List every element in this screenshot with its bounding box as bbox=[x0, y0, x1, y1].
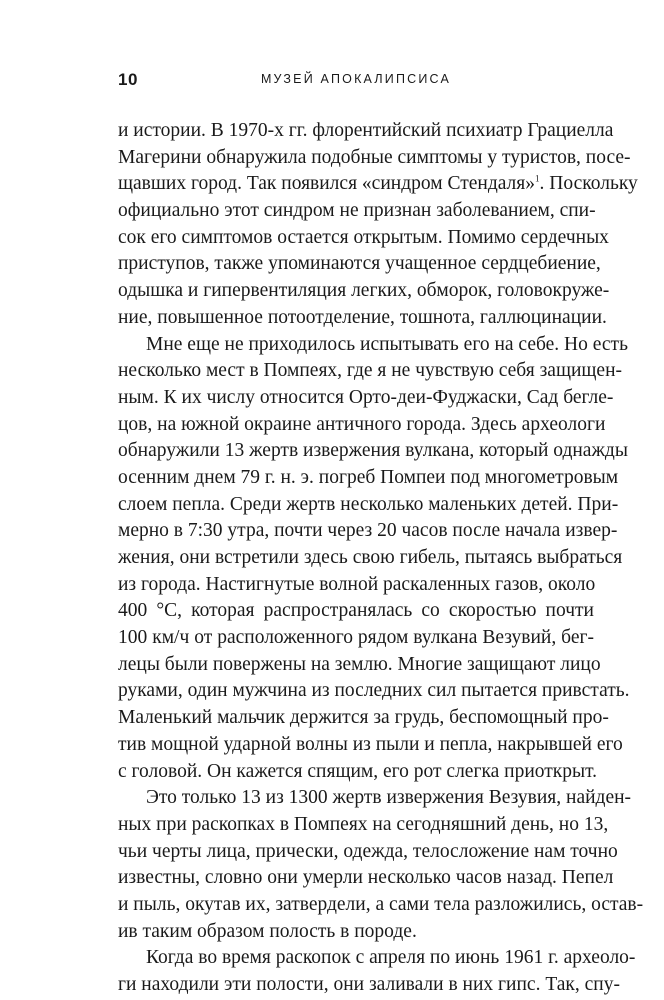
text-line: обнаружили 13 жертв извержения вулкана, который однажды bbox=[118, 440, 628, 462]
text-line: с головой. Он кажется спящим, его рот слегка приоткрыт. bbox=[118, 760, 598, 782]
text-line: ние, повышенное потоотделение, тошнота, галлюцинации. bbox=[118, 306, 607, 328]
text-line: ным. К их числу относится Орто-деи-Фуджаски, Сад беглe- bbox=[118, 386, 614, 408]
running-head bbox=[118, 70, 594, 96]
text-line: 400 °С, которая распространялась со скоростью почти bbox=[118, 600, 594, 622]
text-line: Мне еще не приходилось испытывать его на себе. Но есть bbox=[146, 333, 628, 355]
text-line: Маленький мальчик держится за грудь, беспомощный про- bbox=[118, 707, 609, 729]
page-number: 10 bbox=[118, 70, 138, 89]
text-fragment: щавших город. Так появился «синдром Стендаля» bbox=[118, 173, 536, 195]
text-line: осенним днем 79 г. н. э. погреб Помпеи под многометровым bbox=[118, 466, 619, 488]
text-line: ги находили эти полости, они заливали в них гипс. Так, спу- bbox=[118, 974, 620, 995]
text-line: одышка и гипервентиляция легких, обморок, головокруже- bbox=[118, 280, 610, 302]
text-line: из города. Настигнутые волной раскаленных газов, около bbox=[118, 573, 596, 595]
text-line: мерно в 7:30 утра, почти через 20 часов после начала извер- bbox=[118, 520, 618, 542]
text-line: лецы были повержены на землю. Многие защищают лицо bbox=[118, 653, 601, 675]
text-line: ив таким образом полость в породе. bbox=[118, 920, 417, 942]
book-title: МУЗЕЙ АПОКАЛИПСИСА bbox=[260, 72, 452, 86]
text-line: ных при раскопках в Помпеях на сегодняшний день, но 13, bbox=[118, 813, 609, 835]
text-line: чьи черты лица, прически, одежда, телосложение нам точно bbox=[118, 840, 618, 862]
text-line: Когда во время раскопок с апреля по июнь 1961 г. археоло- bbox=[146, 947, 636, 969]
footnote-reference[interactable]: 1 bbox=[535, 173, 540, 184]
text-line: цов, на южной окраине античного города. Здесь археологи bbox=[118, 413, 606, 435]
text-line: официально этот синдром не признан заболеванием, спи- bbox=[118, 200, 596, 222]
text-line: руками, один мужчина из последних сил пытается привстать. bbox=[118, 680, 630, 702]
text-line: тив мощной ударной волны из пыли и пепла, накрывшей его bbox=[118, 733, 623, 755]
text-line: слоем пепла. Среди жертв несколько маленьких детей. При- bbox=[118, 493, 619, 515]
text-line: сок его симптомов остается открытым. Помимо сердечных bbox=[118, 226, 609, 248]
text-line: приступов, также упоминаются учащенное сердцебиение, bbox=[118, 253, 601, 275]
body-text bbox=[118, 118, 644, 999]
text-line: жения, они встретили здесь свою гибель, пытаясь выбраться bbox=[118, 547, 623, 568]
text-line: Это только 13 из 1300 жертв извержения Везувия, найден- bbox=[146, 787, 632, 809]
text-fragment: . Поскольку bbox=[539, 173, 638, 195]
text-line: 100 км/ч от расположенного рядом вулкана Везувий, бег- bbox=[118, 627, 594, 649]
text-line: Магерини обнаружила подобные симптомы у туристов, посе- bbox=[118, 146, 631, 168]
text-line: известны, словно они умерли несколько часов назад. Пепел bbox=[118, 867, 614, 889]
text-line: и пыль, окутав их, затвердели, а сами тела разложились, остав- bbox=[118, 893, 644, 915]
text-line bbox=[118, 171, 638, 198]
text-line: и истории. В 1970-х гг. флорентийский психиатр Грациелла bbox=[118, 120, 614, 141]
text-line: несколько мест в Помпеях, где я не чувствую себя защищен- bbox=[118, 360, 623, 382]
